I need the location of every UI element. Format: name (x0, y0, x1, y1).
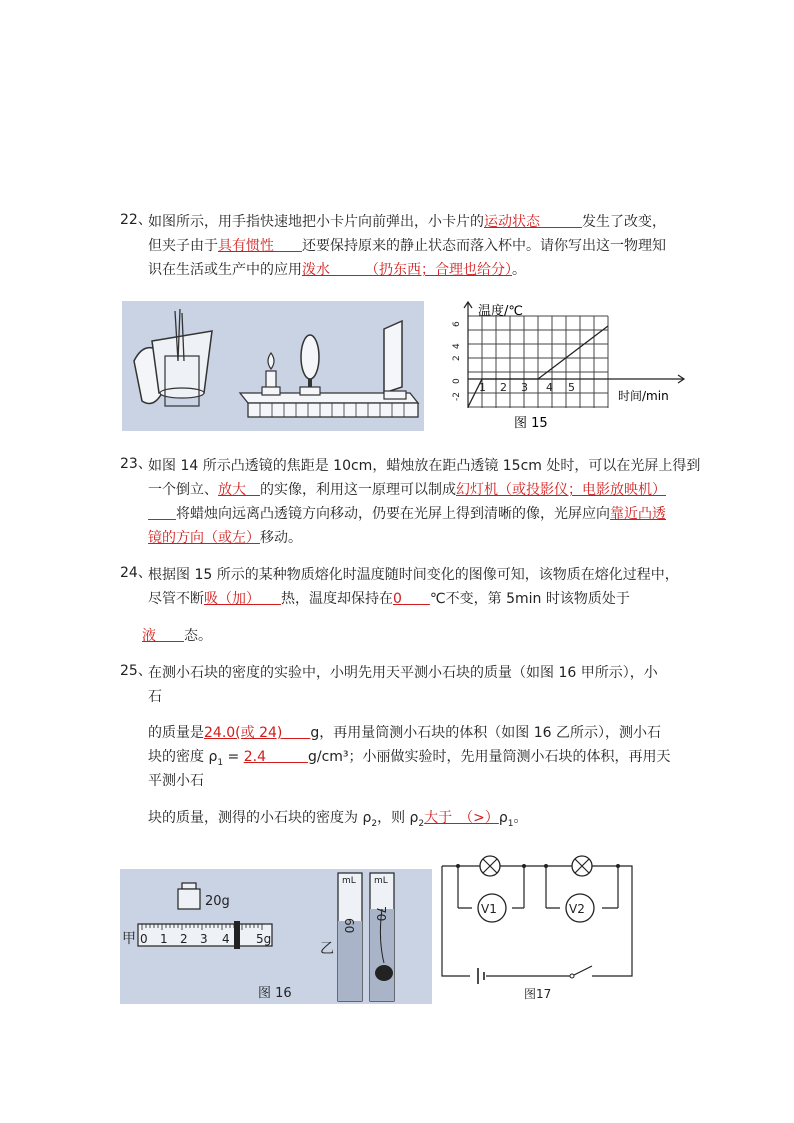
q23-line2: 一个倒立、放大 的实像，利用这一原理可以制成幻灯机（或投影仪；电影放映机） (148, 482, 666, 498)
answer-1: 24.0(或 24) (204, 725, 311, 741)
x-tick: 5 (568, 381, 575, 394)
question-number: 25、 (120, 663, 152, 679)
cylinder-2-reading: 70 (374, 906, 388, 922)
stone-icon (375, 965, 393, 981)
q24-line1: 根据图 15 所示的某种物质熔化时温度随时间变化的图像可知，该物质在熔化过程中， (148, 567, 679, 583)
figure-17-circuit (432, 848, 648, 1003)
answer-1: 吸（加） (204, 591, 281, 607)
figure-14-illustration (122, 301, 424, 431)
svg-text:3: 3 (200, 932, 208, 946)
figure-15-caption: 图 15 (514, 416, 548, 431)
figure-16-photo (120, 869, 432, 1004)
q22-line1: 如图所示，用手指快速地把小卡片向前弹出，小卡片的运动状态 发生了改变， (148, 214, 666, 230)
y-axis-label: 温度/℃ (478, 304, 523, 319)
switch-icon (572, 966, 592, 976)
label-yi: 乙 (320, 941, 334, 957)
q23-line4: 镜的方向（或左）移动。 (148, 530, 302, 546)
question-number: 24、 (120, 565, 152, 581)
svg-text:5g: 5g (256, 932, 272, 946)
q24-line2: 尽管不断吸（加） 热，温度却保持在0 ℃不变，第 5min 时该物质处于 (148, 591, 630, 607)
x-tick: 3 (521, 381, 528, 394)
figure-15-svg (446, 296, 686, 431)
q22-line2: 但夹子由于具有惯性 还要保持原来的静止状态而落入杯中。请你写出这一物理知 (148, 238, 666, 254)
question-number: 23、 (120, 456, 152, 472)
voltmeter-2-label: V2 (569, 902, 585, 916)
voltmeter-1-label: V1 (481, 902, 497, 916)
question-number: 22、 (120, 212, 152, 228)
y-tick: 0 (452, 378, 462, 384)
q23-line3: 将蜡烛向远离凸透镜方向移动，仍要在光屏上得到清晰的像，光屏应向靠近凸透 (148, 501, 688, 527)
figure-16-svg (120, 869, 432, 1004)
answer-3: 泼水 （扔东西；合理也给分） (302, 262, 512, 278)
battery-icon (478, 968, 484, 984)
figure-16-caption: 图 16 (258, 986, 292, 1001)
svg-text:2: 2 (180, 932, 188, 946)
answer-3: 液 (142, 628, 184, 644)
cylinder-1-reading: 60 (342, 918, 356, 934)
y-tick-labels (452, 321, 462, 401)
scale-rider (234, 921, 240, 949)
x-axis-label: 时间/min (618, 389, 669, 403)
figure-15-chart (446, 296, 686, 431)
y-tick: 2 (452, 355, 462, 361)
q22-line3: 识在生活或生产中的应用泼水 （扔东西；合理也给分）。 (148, 262, 526, 278)
q25-line3: 的质量是24.0(或 24) g，再用量筒测小石块的体积（如图 16 乙所示），测小石 (148, 725, 661, 741)
answer-2-tail (148, 506, 176, 522)
q25-line6: 块的质量，测得的小石块的密度为 $\rho_2$，则 $\rho_2$大于 $(>)\rho_1$。 (148, 810, 528, 829)
answer-1: 放大 (218, 482, 260, 498)
q25-line5: 平测小石 (148, 773, 204, 789)
figure-17-svg (432, 848, 648, 1003)
weight-label: 20g (205, 894, 230, 909)
q24-line3: 液 态。 (142, 628, 212, 644)
svg-text:1: 1 (160, 932, 168, 946)
x-tick: 1 (479, 381, 486, 394)
answer-3: 靠近凸透 (610, 506, 666, 522)
x-tick-labels (479, 381, 575, 394)
svg-text:0: 0 (140, 932, 148, 946)
y-tick: 6 (452, 321, 462, 327)
answer-2: 2.4 (243, 749, 308, 765)
answer-2: 具有惯性 (218, 238, 302, 254)
x-tick: 4 (546, 381, 553, 394)
figure-14-photo (122, 301, 424, 431)
y-tick: -2 (452, 392, 462, 401)
svg-text:mL: mL (374, 876, 388, 886)
svg-text:4: 4 (222, 932, 230, 946)
label-jia: 甲 (122, 931, 136, 947)
chart-grid (468, 316, 608, 408)
answer-1: 运动状态 (484, 214, 582, 230)
answer-2: 0 (393, 591, 430, 607)
answer-3-continued: 镜的方向（或左） (148, 530, 260, 546)
x-tick: 2 (500, 381, 507, 394)
q25-line1: 在测小石块的密度的实验中，小明先用天平测小石块的质量（如图 16 甲所示），小 (148, 665, 658, 681)
answer-3: 大于 （>） (424, 810, 499, 826)
y-tick: 4 (452, 343, 462, 349)
answer-2: 幻灯机（或投影仪；电影放映机） (456, 482, 666, 498)
q25-line2: 石 (148, 689, 162, 705)
weight-knob (182, 883, 196, 889)
q23-line1: 如图 14 所示凸透镜的焦距是 10cm，蜡烛放在距凸透镜 15cm 处时，可以在光屏上得到 (148, 458, 701, 474)
svg-text:mL: mL (342, 876, 356, 886)
figure-17-caption: 图17 (524, 987, 552, 1001)
weight-icon (178, 889, 200, 909)
q25-line4: 块的密度 $\rho_1 = 2.4$ g/cm³；小丽做实验时，先用量筒测小石块的体积，再用天 (148, 749, 671, 768)
